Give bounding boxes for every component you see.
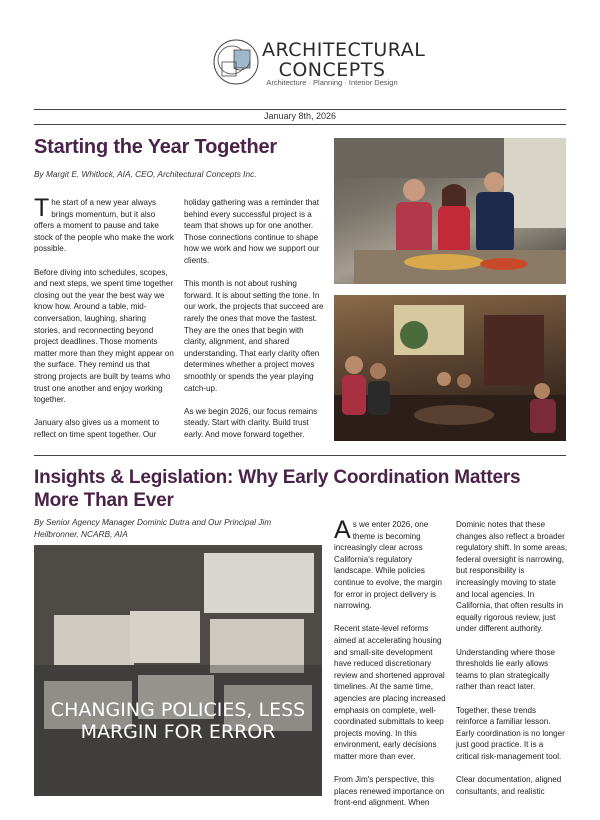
article1-col2-p1: holiday gathering was a reminder that behind every successful project is a team that shows up for one another. Those connections continue to shape how we work and how we support our clients. (184, 198, 320, 265)
article1-paragraph (34, 194, 174, 255)
logo-title-line1: ARCHITECTURAL (262, 39, 426, 61)
article2-col1-p3: From Jim's perspective, this places renewed importance on front-end alignment. When (334, 775, 445, 808)
article2-col2-p3: Together, these trends reinforce a familiar lesson. Early coordination is no longer just good practice. It is a critical risk-management tool. (456, 705, 565, 761)
issue-date: January 8th, 2026 (263, 111, 337, 121)
article1-col1-p2: Before diving into schedules, scopes, and next steps, we spent time together closing out the year the best way we know how. Around a table, mid-conversation, laughing, sharing stories, and reconnecting beyond project deadlines. Those moments matter more than they might appear on the surface. They remind us that strong projects are built by teams who trust one another and enjoy working together. (34, 267, 174, 405)
holiday-party-photo-livingroom (334, 295, 566, 441)
dropcap: A (334, 516, 351, 544)
article2-col2-p1: Dominic notes that these changes also reflect a broader regulatory shift. In some areas, federal oversight is narrowing, but responsibility is increasingly moving to state and local agencies. In California, that often results in equally rigorous review, just under different authority. (456, 520, 568, 634)
article1-col2-p2: This month is not about rushing forward. It is about setting the tone. In our work, the projects that succeed are rarely the ones that move the fastest. They are the ones that begin with clarity, alignment, and shared understanding. That early clarity often determines whether a project moves smoothly or spends the year playing catch-up. (184, 279, 324, 393)
article1-byline: By Margit E. Whitlock, AIA, CEO, Architectural Concepts Inc. (34, 169, 257, 179)
article2-col2-p2: Understanding where those thresholds lie early allows teams to plan strategically rather than react later. (456, 647, 555, 692)
photo-livingroom-drawing (334, 295, 566, 441)
article2-byline: By Senior Agency Manager Dominic Dutra and Our Principal Jim Heilbronner, NCARB, AIA (34, 517, 272, 540)
article2-column-1 (334, 516, 446, 820)
blueprints-drawing (34, 545, 322, 796)
logo-title-line2: CONCEPTS (278, 59, 386, 81)
article1-col2-p3: As we begin 2026, our focus remains steady. Start with clarity. Build trust early. And move forward together. (184, 406, 318, 439)
article1-column-2 (184, 197, 324, 452)
date-rule-top (34, 109, 566, 110)
article1-column-1 (34, 194, 174, 452)
logo-tagline: Architecture · Planning · Interior Design (266, 78, 398, 87)
image-caption-overlay: CHANGING POLICIES, LESS MARGIN FOR ERROR (50, 699, 306, 743)
article2-column-2 (456, 519, 568, 809)
logo-icon (212, 38, 260, 86)
dropcap: T (34, 194, 50, 222)
article2-title: Insights & Legislation: Why Early Coordination Matters More Than Ever (34, 467, 521, 511)
holiday-party-photo-kitchen (334, 138, 566, 284)
article1-col1-p3: January also gives us a moment to reflect on time spent together. Our (34, 418, 160, 439)
logo-title (262, 39, 426, 81)
blueprints-photo (34, 545, 322, 796)
article2-col2-p4: Clear documentation, aligned consultants, and realistic (456, 775, 562, 796)
date-rule-bottom (34, 124, 566, 125)
photo-kitchen-drawing (334, 138, 566, 284)
article2-col1-p1 (334, 516, 446, 612)
article2-col1-p2: Recent state-level reforms aimed at accelerating housing and small-site development have reduced discretionary review and shortened approval timelines. At the same time, agencies are placing increased emphasis on complete, well-coordinated submittals to keep projects moving. In this environment, early decisions matter more than ever. (334, 624, 446, 761)
article1-col1-p1: he start of a new year always brings momentum, but it also offers a moment to pause and take stock of the people who make the work possible. (34, 198, 174, 254)
article2-col1-p1-text: s we enter 2026, one theme is becoming increasingly clear across California's regulatory landscape. While policies continue to evolve, the margin for error in project delivery is narrowing. (334, 520, 442, 611)
masthead (0, 0, 600, 104)
article1-title: Starting the Year Together (34, 136, 278, 158)
section-divider (34, 455, 566, 456)
